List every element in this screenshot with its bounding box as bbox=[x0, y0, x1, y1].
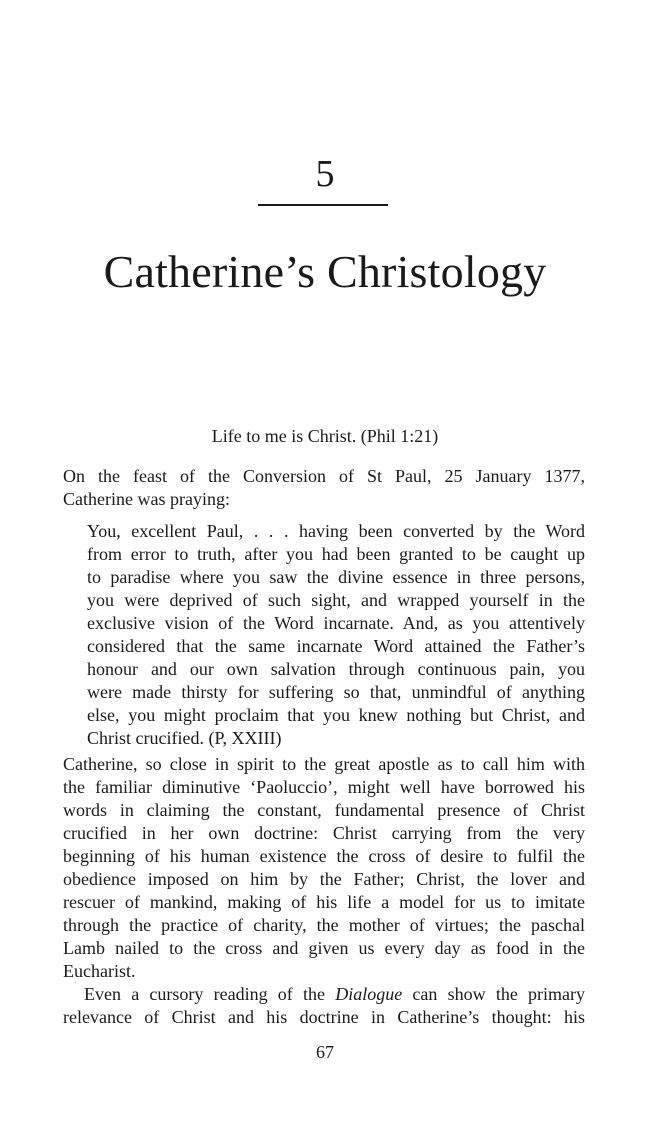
body-paragraph bbox=[63, 753, 585, 983]
chapter-title: Catherine’s Christology bbox=[103, 246, 547, 297]
text-segment: can show the primary bbox=[402, 984, 586, 1004]
text-line: beginning of his human existence the cross of desire to fulfil the bbox=[63, 846, 585, 866]
quote-line: Christ crucified. (P, XXIII) bbox=[87, 728, 282, 748]
quote-line: considered that the same incarnate Word attained the Father’s bbox=[87, 636, 585, 656]
quote-line: to paradise where you saw the divine essence in three persons, bbox=[87, 567, 585, 587]
quote-line: from error to truth, after you had been granted to be caught up bbox=[87, 544, 585, 564]
text-line: Catherine, so close in spirit to the great apostle as to call him with bbox=[63, 754, 585, 774]
text-line bbox=[63, 983, 585, 1006]
text-line: crucified in her own doctrine: Christ carrying from the very bbox=[63, 823, 585, 843]
text-line: relevance of Christ and his doctrine in Catherine’s thought: his bbox=[63, 1007, 585, 1027]
dialogue-title: Dialogue bbox=[335, 984, 403, 1004]
intro-paragraph bbox=[63, 465, 585, 511]
epigraph: Life to me is Christ. (Phil 1:21) bbox=[211, 426, 439, 446]
closing-paragraph bbox=[63, 983, 585, 1029]
text-line: through the practice of charity, the mother of virtues; the paschal bbox=[63, 915, 585, 935]
text-line: Catherine was praying: bbox=[63, 489, 230, 509]
chapter-rule bbox=[258, 204, 388, 206]
text-line: On the feast of the Conversion of St Paul, 25 January 1377, bbox=[63, 466, 585, 486]
page-number: 67 bbox=[316, 1042, 334, 1062]
text-segment: Even a cursory reading of the bbox=[84, 984, 336, 1004]
quote-line: exclusive vision of the Word incarnate. And, as you attentively bbox=[87, 613, 585, 633]
quote-line: else, you might proclaim that you knew nothing but Christ, and bbox=[87, 705, 585, 725]
quote-line: You, excellent Paul, . . . having been converted by the Word bbox=[87, 521, 585, 541]
text-line: Lamb nailed to the cross and given us every day as food in the bbox=[63, 938, 585, 958]
text-line: words in claiming the constant, fundamental presence of Christ bbox=[63, 800, 585, 820]
quote-line: you were deprived of such sight, and wrapped yourself in the bbox=[87, 590, 585, 610]
text-line: the familiar diminutive ‘Paoluccio’, might well have borrowed his bbox=[63, 777, 585, 797]
quote-line: honour and our own salvation through continuous pain, you bbox=[87, 659, 585, 679]
chapter-number: 5 bbox=[315, 153, 335, 195]
block-quote bbox=[87, 520, 585, 750]
text-line: Eucharist. bbox=[63, 961, 136, 981]
text-line: rescuer of mankind, making of his life a model for us to imitate bbox=[63, 892, 585, 912]
text-line: obedience imposed on him by the Father; Christ, the lover and bbox=[63, 869, 585, 889]
quote-line: were made thirsty for suffering so that, unmindful of anything bbox=[87, 682, 585, 702]
